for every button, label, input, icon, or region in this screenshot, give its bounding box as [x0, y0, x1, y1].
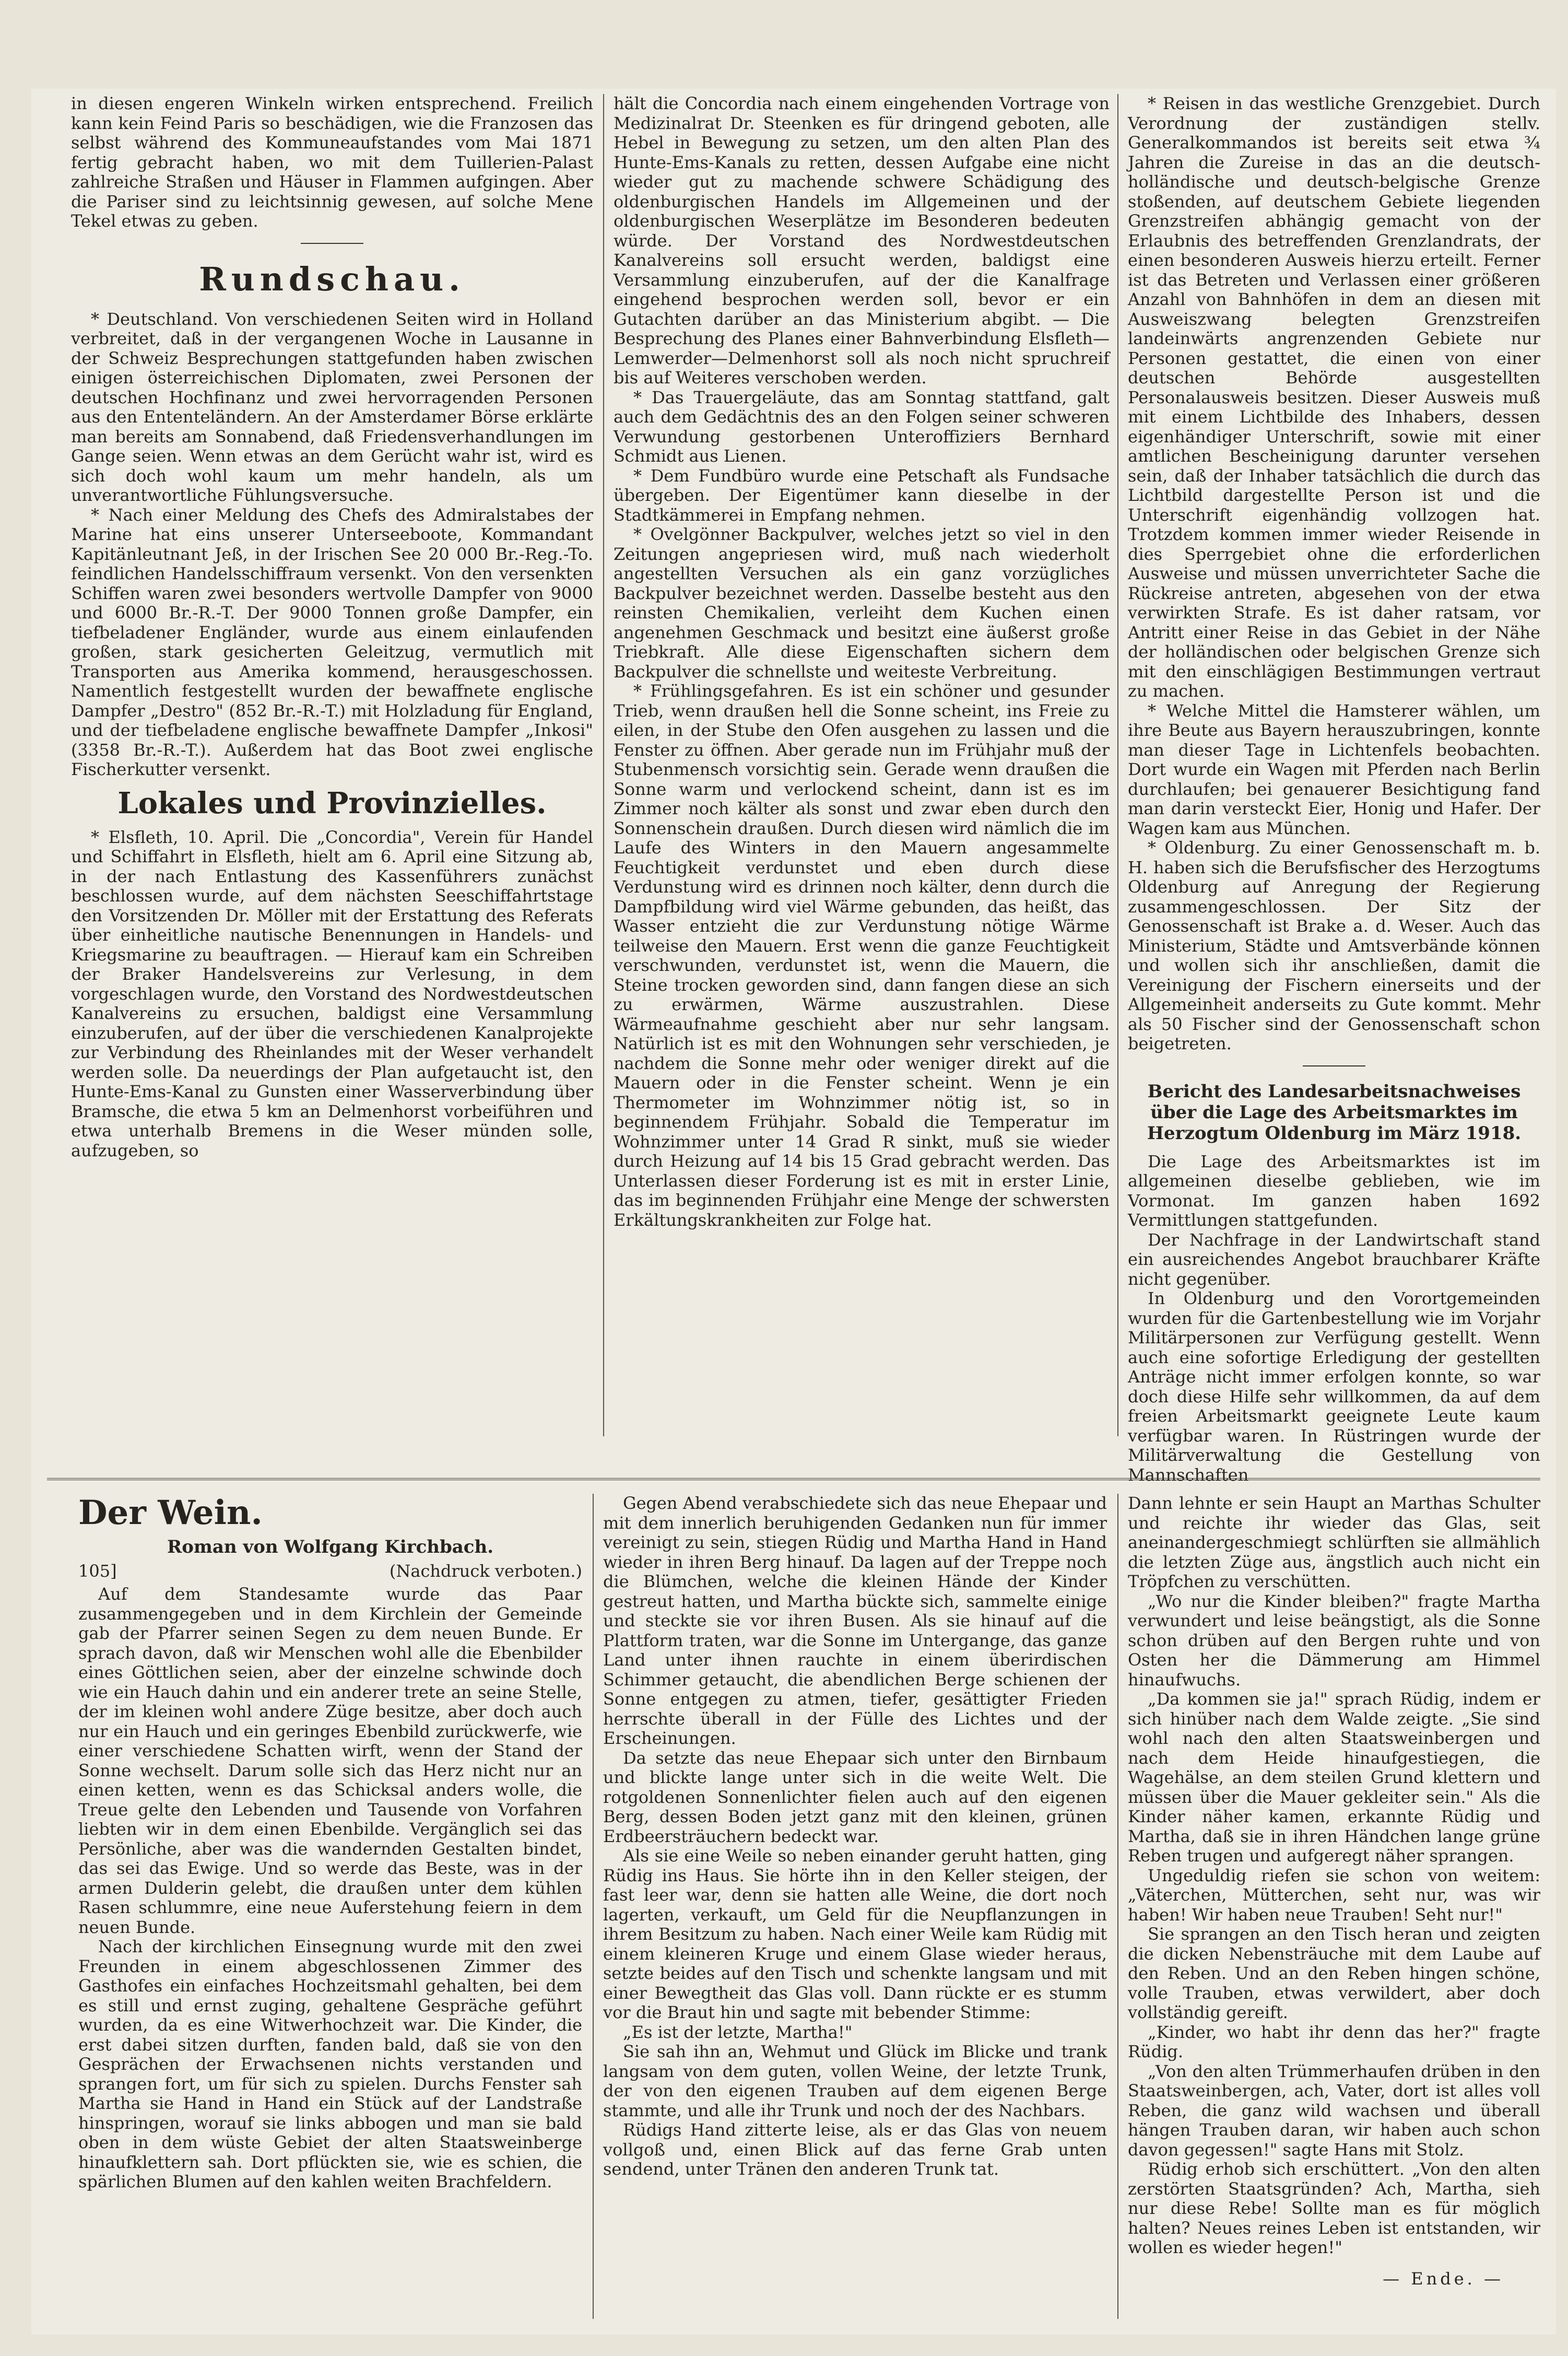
novel-paragraph: Sie sprangen an den Tisch heran und zeigten die dicken Nebensträuche mit dem Laube auf den Reben. Und an den Reben hingen schöne, volle Trauben, etwas verwildert, aber doch vollständig gereift. [1128, 1924, 1540, 2022]
novel-paragraph: Auf dem Standesamte wurde das Paar zusammengegeben und in dem Kirchlein der Gemeinde gab der Pfarrer seinen Segen zu dem neuen Bunde. Er sprach davon, daß wir Menschen wohl alle die Ebenbilder eines Göttlichen seien, aber der einzelne schwinde doch wie ein Hauch dahin und ein anderer trete an seine Stelle, der im kleinen wohl andere Züge besitze, aber doch auch nur ein Hauch und ein geringes Ebenbild zurückwerfe, wie einer verschiedene Schatten wirft, wenn der Stand der Sonne wechselt. Darum solle sich das Herz nicht nur an einen ketten, wenn es das Schicksal anders wolle, die Treue gelte den Lebenden und Tausende von Vorfahren liebten wir in dem einen Ebenbilde. Vergänglich sei das Persönliche, aber was die wandernden Gestalten bindet, das sei das Ewige. Und so werde das Beste, was in der armen Dulderin gelebt, die draußen unter dem kühlen Rasen schlummre, eine neue Auferstehung feiern in dem neuen Bunde. [78, 1584, 582, 1937]
news-paragraph: * Welche Mittel die Hamsterer wählen, um ihre Beute aus Bayern herauszubringen, konnte man dieser Tage in Lichtenfels beobachten. Dort wurde ein Wagen mit Pferden nach Berlin durchlaufen; bei genauerer Besichtigung fand man darin versteckt Eier, Honig und Hafer. Der Wagen kam aus München. [1128, 700, 1540, 838]
novel-paragraph: „Es ist der letzte, Martha!" [623, 2022, 853, 2042]
news-paragraph: * Elsfleth, 10. April. Die „Concordia", Verein für Handel und Schiffahrt in Elsfleth, hielt am 6. April eine Sitzung ab, in der nach Entlastung des Kassenführers zunächst beschlossen wurde, auf dem nächsten Seeschiffahrtstage den Vorsitzenden Dr. Möller mit der Erstattung des Referats über einheitliche nautische Benennungen in Handels- und Kriegsmarine zu beauftragen. — Hierauf kam ein Schreiben der Braker Handelsvereins zur Verlesung, in dem vorgeschlagen wurde, den Vorstand des Nordwestdeutschen Kanalvereins zu ersuchen, baldigst eine Versammlung einzuberufen, auf der über die verschiedenen Kanalprojekte zur Verbindung des Rheinlandes mit der Weser verhandelt werden solle. Da neuerdings der Plan aufgetaucht ist, den Hunte-Ems-Kanal zu Gunsten einer Wasserverbindung über Bramsche, die etwa 5 km an Delmenhorst vorbeiführen und etwa unterhalb Bremens in die Weser münden solle, aufzugeben, so [71, 827, 593, 1161]
news-paragraph: * Das Trauergeläute, das am Sonntag stattfand, galt auch dem Gedächtnis des an den Folgen seiner schweren Verwundung gestorbenen Unteroffiziers Bernhard Schmidt aus Lienen. [614, 387, 1110, 466]
novel-paragraph: Ungeduldig riefen sie schon von weitem: „Väterchen, Mütterchen, seht nur, was wir haben! Wir haben neue Trauben! Seht nur!" [1128, 1865, 1540, 1925]
reprint-notice: (Nachdruck verboten.) [389, 1561, 582, 1581]
news-paragraph: * Deutschland. Von verschiedenen Seiten wird in Holland verbreitet, daß in der vergangenen Woche in Lausanne in der Schweiz Besprechungen stattgefunden haben zwischen einigen österreichischen Diplomaten, zwei Personen der deutschen Hochfinanz und zwei hervorragenden Personen aus den Ententeländern. An der Amsterdamer Börse erklärte man bereits am Sonnabend, daß Friedensverhandlungen im Gange seien. Wenn etwas an dem Gerücht wahr ist, wird es sich doch wohl kaum um mehr handeln, als um unverantwortliche Fühlungsversuche. [71, 309, 593, 505]
serial-end-marker: — Ende. — [1383, 2268, 1504, 2289]
report-paragraph: In Oldenburg und den Vorortgemeinden wurden für die Gartenbestellung wie im Vorjahr Militärpersonen zur Verfügung gestellt. Wenn auch eine sofortige Erledigung der gestellten Anträge nicht immer erfolgen konnte, so war doch diese Hilfe sehr willkommen, da auf dem freien Arbeitsmarkt geeignete Leute kaum verfügbar waren. In Rüstringen wurde der Militärverwaltung die Gestellung von Mannschaften [1128, 1288, 1540, 1485]
column-rule [603, 94, 604, 1436]
novel-paragraph: Als sie eine Weile so neben einander geruht hatten, ging Rüdig ins Haus. Sie hörte ihn in den Keller steigen, der fast leer war, denn sie hatten alle Weine, die dort noch lagerten, verkauft, um Geld für die Neupflanzungen in ihrem Besitzum zu haben. Nach einer Weile kam Rüdig mit einem kleineren Kruge und einem Glase wieder heraus, setzte beides auf den Tisch und schenkte langsam und mit einer Bewegtheit das Glas voll. Dann rückte er es stumm vor die Braut hin und sagte mit bebender Stimme: [603, 1846, 1107, 2022]
report-heading: Bericht des Landesarbeitsnachweises über die Lage des Arbeitsmarktes im Herzogtum Oldenburg im März 1918. [1147, 1081, 1522, 1144]
intro-paragraph: in diesen engeren Winkeln wirken entsprechend. Freilich kann kein Feind Paris so beschädigen, wie die Franzosen das selbst während des Kommuneaufstandes vom Mai 1871 fertig gebracht haben, wo mit dem Tuillerien-Palast zahlreiche Straßen und Häuser in Flammen aufgingen. Aber die Pariser sind zu leichtsinnig gewesen, auf solche Mene Tekel etwas zu geben. [71, 93, 593, 231]
news-paragraph: * Oldenburg. Zu einer Genossenschaft m. b. H. haben sich die Berufsfischer des Herzogtums Oldenburg auf Anregung der Regierung zusammengeschlossen. Der Sitz der Genossenschaft ist Brake a. d. Weser. Auch das Ministerium, Städte und Amtsverbände können und wollen sich ihr anschließen, damit die Vereinigung der Fischern einerseits und der Allgemeinheit anderseits zu Gute kommt. Mehr als 50 Fischer sind der Genossenschaft schon beigetreten. [1128, 838, 1540, 1053]
column-rule [593, 1494, 594, 2319]
top-column-1 [71, 94, 593, 1436]
report-paragraph: Die Lage des Arbeitsmarktes ist im allgemeinen dieselbe geblieben, wie im Vormonat. Im ganzen haben 1692 Vermittlungen stattgefunden. [1128, 1151, 1540, 1230]
serial-column-3 [1128, 1494, 1540, 2329]
novel-paragraph: „Da kommen sie ja!" sprach Rüdig, indem er sich hinüber nach dem Walde zeigte. „Sie sind wohl nach den alten Staatsweinbergen und nach dem Heide hinaufgestiegen, die Wagehälse, an dem steilen Grund klettern und müssen über die Mauer gekleiter sein." Als die Kinder näher kamen, erkannte Rüdig und Martha, daß sie in ihren Händchen lange grüne Reben trugen und aufgeregt näher sprangen. [1128, 1689, 1540, 1866]
section-divider [301, 243, 363, 244]
novel-paragraph: Da setzte das neue Ehepaar sich unter den Birnbaum und blickte lange unter sich in die weite Welt. Die rotgoldenen Sonnenlichter fielen auch auf den eigenen Berg, dessen Boden jetzt ganz mit den kleinen, grünen Erdbeersträuchern bedeckt war. [603, 1748, 1107, 1846]
serial-meta [78, 1561, 582, 1581]
serial-column-2 [603, 1494, 1107, 2329]
serial-column-1 [78, 1494, 582, 2329]
lokales-heading: Lokales und Provinzielles. [117, 786, 547, 821]
novel-paragraph: Rüdigs Hand zitterte leise, als er das Glas von neuem vollgoß und, einen Blick auf das ferne Grab unten sendend, unter Tränen den anderen Trunk tat. [603, 2120, 1107, 2179]
news-paragraph: hält die Concordia nach einem eingehenden Vortrage von Medizinalrat Dr. Steenken es für dringend geboten, alle Hebel in Bewegung zu setzen, um den alten Plan des Hunte-Ems-Kanals zu retten, dessen Aufgabe eine nicht wieder gut zu machende schwere Schädigung des oldenburgischen Handels im Allgemeinen und der oldenburgischen Weserplätze im Besonderen bedeuten würde. Der Vorstand des Nordwestdeutschen Kanalvereins soll ersucht werden, baldigst eine Versammlung einzuberufen, auf der die Kanalfrage eingehend besprochen werden soll, bevor er ein Gutachten darüber an das Ministerium abgibt. — Die Besprechung des Planes einer Bahnverbindung Elsfleth—Lemwerder—Delmenhorst soll als noch nicht spruchreif bis auf Weiteres verschoben werden. [614, 93, 1110, 388]
news-paragraph: * Dem Fundbüro wurde eine Petschaft als Fundsache übergeben. Der Eigentümer kann dieselbe in der Stadtkämmerei in Empfang nehmen. [614, 465, 1110, 525]
novel-paragraph: „Von den alten Trümmerhaufen drüben in den Staatsweinbergen, ach, Vater, dort ist alles voll Reben, die ganz wild wachsen und überall hängen Trauben daran, wir haben auch schon davon gegessen!" sagte Hans mit Stolz. [1128, 2061, 1540, 2160]
news-paragraph: * Reisen in das westliche Grenzgebiet. Durch Verordnung der zuständigen stellv. Generalkommandos ist bereits seit etwa ¾ Jahren die Zureise in das an die deutsch-holländische und deutsch-belgische Grenze stoßenden, auf deutschem Gebiete liegenden Grenzstreifen abhängig gemacht von der Erlaubnis des betreffenden Grenzlandrats, der einen besonderen Ausweis hierzu erteilt. Ferner ist das Betreten und Verlassen einer größeren Anzahl von Bahnhöfen in dem an diesen mit Ausweiszwang belegten Grenzstreifen landeinwärts angrenzenden Gebiete nur Personen gestattet, die einen von einer deutschen Behörde ausgestellten Personalausweis besitzen. Dieser Ausweis muß mit einem Lichtbilde des Inhabers, dessen eigenhändiger Unterschrift, sowie mit einer amtlichen Bescheinigung darunter versehen sein, daß der Inhaber tatsächlich die durch das Lichtbild dargestellte Person ist und die Unterschrift eigenhändig vollzogen hat. Trotzdem kommen immer wieder Reisende in dies Sperrgebiet ohne die erforderlichen Ausweise und müssen unverrichteter Sache die Rückreise antreten, abgesehen von der etwa verwirkten Strafe. Es ist daher ratsam, vor Antritt einer Reise in das Gebiet in der Nähe der holländischen oder belgischen Grenze sich mit den einschlägigen Bestimmungen vertraut zu machen. [1128, 93, 1540, 701]
novel-paragraph: Dann lehnte er sein Haupt an Marthas Schulter und reichte ihr wieder das Glas, seit aneinandergeschmiegt schlürften sie allmählich die letzten Züge aus, ängstlich auch nicht ein Tröpfchen zu verschütten. [1128, 1493, 1540, 1591]
newspaper-page [31, 89, 1556, 2335]
novel-paragraph: Sie sah ihn an, Wehmut und Glück im Blicke und trank langsam von dem guten, vollen Weine, der letzte Trunk, der von den eigenen Trauben auf dem eigenen Berge stammte, und alle ihr Trunk und noch der des Nachbars. [603, 2042, 1107, 2120]
column-rule [1117, 94, 1118, 1436]
serial-title: Der Wein. [78, 1493, 263, 1532]
novel-paragraph: „Kinder, wo habt ihr denn das her?" fragte Rüdig. [1128, 2022, 1540, 2061]
top-column-2 [614, 94, 1110, 1436]
feuilleton-separator [47, 1478, 1540, 1480]
report-paragraph: Der Nachfrage in der Landwirtschaft stand ein ausreichendes Angebot brauchbarer Kräfte nicht gegenüber. [1128, 1229, 1540, 1289]
novel-paragraph: Nach der kirchlichen Einsegnung wurde mit den zwei Freunden in einem abgeschlossenen Zimmer des Gasthofes ein einfaches Hochzeitsmahl gehalten, bei dem es still und ernst zuging, gehaltene Gespräche geführt wurden, da es eine Witwerhochzeit war. Die Kinder, die erst dabei sitzen durften, fanden bald, daß sie von den Gesprächen der Erwachsenen nichts verstanden und sprangen fort, um für sich zu spielen. Durchs Fenster sah Martha sie Hand in Hand ein Stück auf der Landstraße hinspringen, worauf sie links abbogen und man sie bald oben in dem wüste Gebiet der alten Staatsweinberge hinaufklettern sah. Dort pflückten sie, wie es schien, die spärlichen Blumen auf den kahlen weiten Brachfeldern. [78, 1937, 582, 2191]
top-column-3 [1128, 93, 1540, 1485]
news-paragraph: * Nach einer Meldung des Chefs des Admiralstabes der Marine hat eins unserer Unterseeboote, Kommandant Kapitänleutnant Jeß, in der Irischen See 20 000 Br.-Reg.-To. feindlichen Handelsschiffraum versenkt. Von den versenkten Schiffen waren zwei besonders wertvolle Dampfer von 9000 und 6000 Br.-R.-T. Der 9000 Tonnen große Dampfer, ein tiefbeladener Engländer, wurde aus einem einlaufenden großen, stark gesicherten Geleitzug, vermutlich mit Transporten aus Amerika kommend, herausgeschossen. Namentlich festgestellt wurden der bewaffnete englische Dampfer „Destro" (852 Br.-R.-T.) mit Holzladung für England, und der tiefbeladene englische bewaffnete Dampfer „Inkosi" (3358 Br.-R.-T.). Außerdem hat das Boot zwei englische Fischerkutter versenkt. [71, 505, 593, 779]
novel-paragraph: Rüdig erhob sich erschüttert. „Von den alten zerstörten Staatsgründen? Ach, Martha, sieh nur diese Rebe! Sollte man es für möglich halten? Neues reines Leben ist entstanden, wir wollen es wieder hegen!" [1128, 2159, 1540, 2257]
column-rule [1117, 1494, 1118, 2319]
novel-paragraph: Gegen Abend verabschiedete sich das neue Ehepaar und mit dem innerlich beruhigenden Gedanken nun für immer vereinigt zu sein, stiegen Rüdig und Martha Hand in Hand wieder in ihren Berg hinauf. Da lagen auf der Treppe noch die Blümchen, welche die kleinen Hände der Kinder gestreut hatten, und Martha bückte sich, sammelte einige und steckte sie vor ihren Busen. Als sie hinauf auf die Plattform traten, war die Sonne im Untergange, das ganze Land unter ihnen rauchte in einem überirdischen Schimmer getaucht, die abendlichen Berge schienen der Sonne entgegen zu atmen, tiefer, gesättigter Frieden herrschte überall in der Fülle des Lichtes und der Erscheinungen. [603, 1493, 1107, 1748]
news-paragraph: * Ovelgönner Backpulver, welches jetzt so viel in den Zeitungen angepriesen wird, muß nach wiederholt angestellten Versuchen als ein ganz vorzügliches Backpulver bezeichnet werden. Dasselbe besteht aus den reinsten Chemikalien, verleiht dem Kuchen einen angenehmen Geschmack und besitzt eine äußerst große Triebkraft. Alle diese Eigenschaften sichern dem Backpulver die schnellste und weiteste Verbreitung. [614, 524, 1110, 682]
rundschau-heading: Rundschau. [199, 260, 465, 298]
novel-paragraph: „Wo nur die Kinder bleiben?" fragte Martha verwundert und leise beängstigt, als die Sonne schon drüben auf den Bergen ruhte und von Osten her die Dämmerung am Himmel hinaufwuchs. [1128, 1591, 1540, 1690]
installment-number: 105] [78, 1561, 117, 1581]
section-divider [1303, 1065, 1365, 1066]
serial-author: Roman von Wolfgang Kirchbach. [167, 1537, 494, 1557]
news-paragraph: * Frühlingsgefahren. Es ist ein schöner und gesunder Trieb, wenn draußen hell die Sonne scheint, ins Freie zu eilen, in der Stube den Ofen ausgehen zu lassen und die Fenster zu öffnen. Aber gerade nun im Frühjahr muß der Stubenmensch vorsichtig sein. Gerade wenn draußen die Sonne warm und verlockend scheint, dann ist es im Zimmer noch kälter als sonst und zwar eben durch den Sonnenschein draußen. Durch diesen wird nämlich die im Laufe des Winters in den Mauern angesammelte Feuchtigkeit verdunstet und eben durch diese Verdunstung wird es drinnen noch kälter, denn durch die Dampfbildung wird viel Wärme gebunden, das heißt, das Wasser entzieht die zur Verdunstung nötige Wärme teilweise den Mauern. Erst wenn die ganze Feuchtigkeit verschwunden, verdunstet ist, wenn die Mauern, die Steine trocken geworden sind, dann fangen diese an sich zu erwärmen, Wärme auszustrahlen. Diese Wärmeaufnahme geschieht aber nur sehr langsam. Natürlich ist es mit den Wohnungen sehr verschieden, je nachdem die Sonne mehr oder weniger direkt auf die Mauern oder in die Fenster scheint. Wenn je ein Thermometer im Wohnzimmer nötig ist, so in beginnendem Frühjahr. Sobald die Temperatur im Wohnzimmer unter 14 Grad R sinkt, muß sie wieder durch Heizung auf 14 bis 15 Grad gebracht werden. Das Unterlassen dieser Forderung ist es mit in erster Linie, das im beginnenden Frühjahr eine Menge der schwersten Erkältungskrankheiten zur Folge hat. [614, 681, 1110, 1230]
